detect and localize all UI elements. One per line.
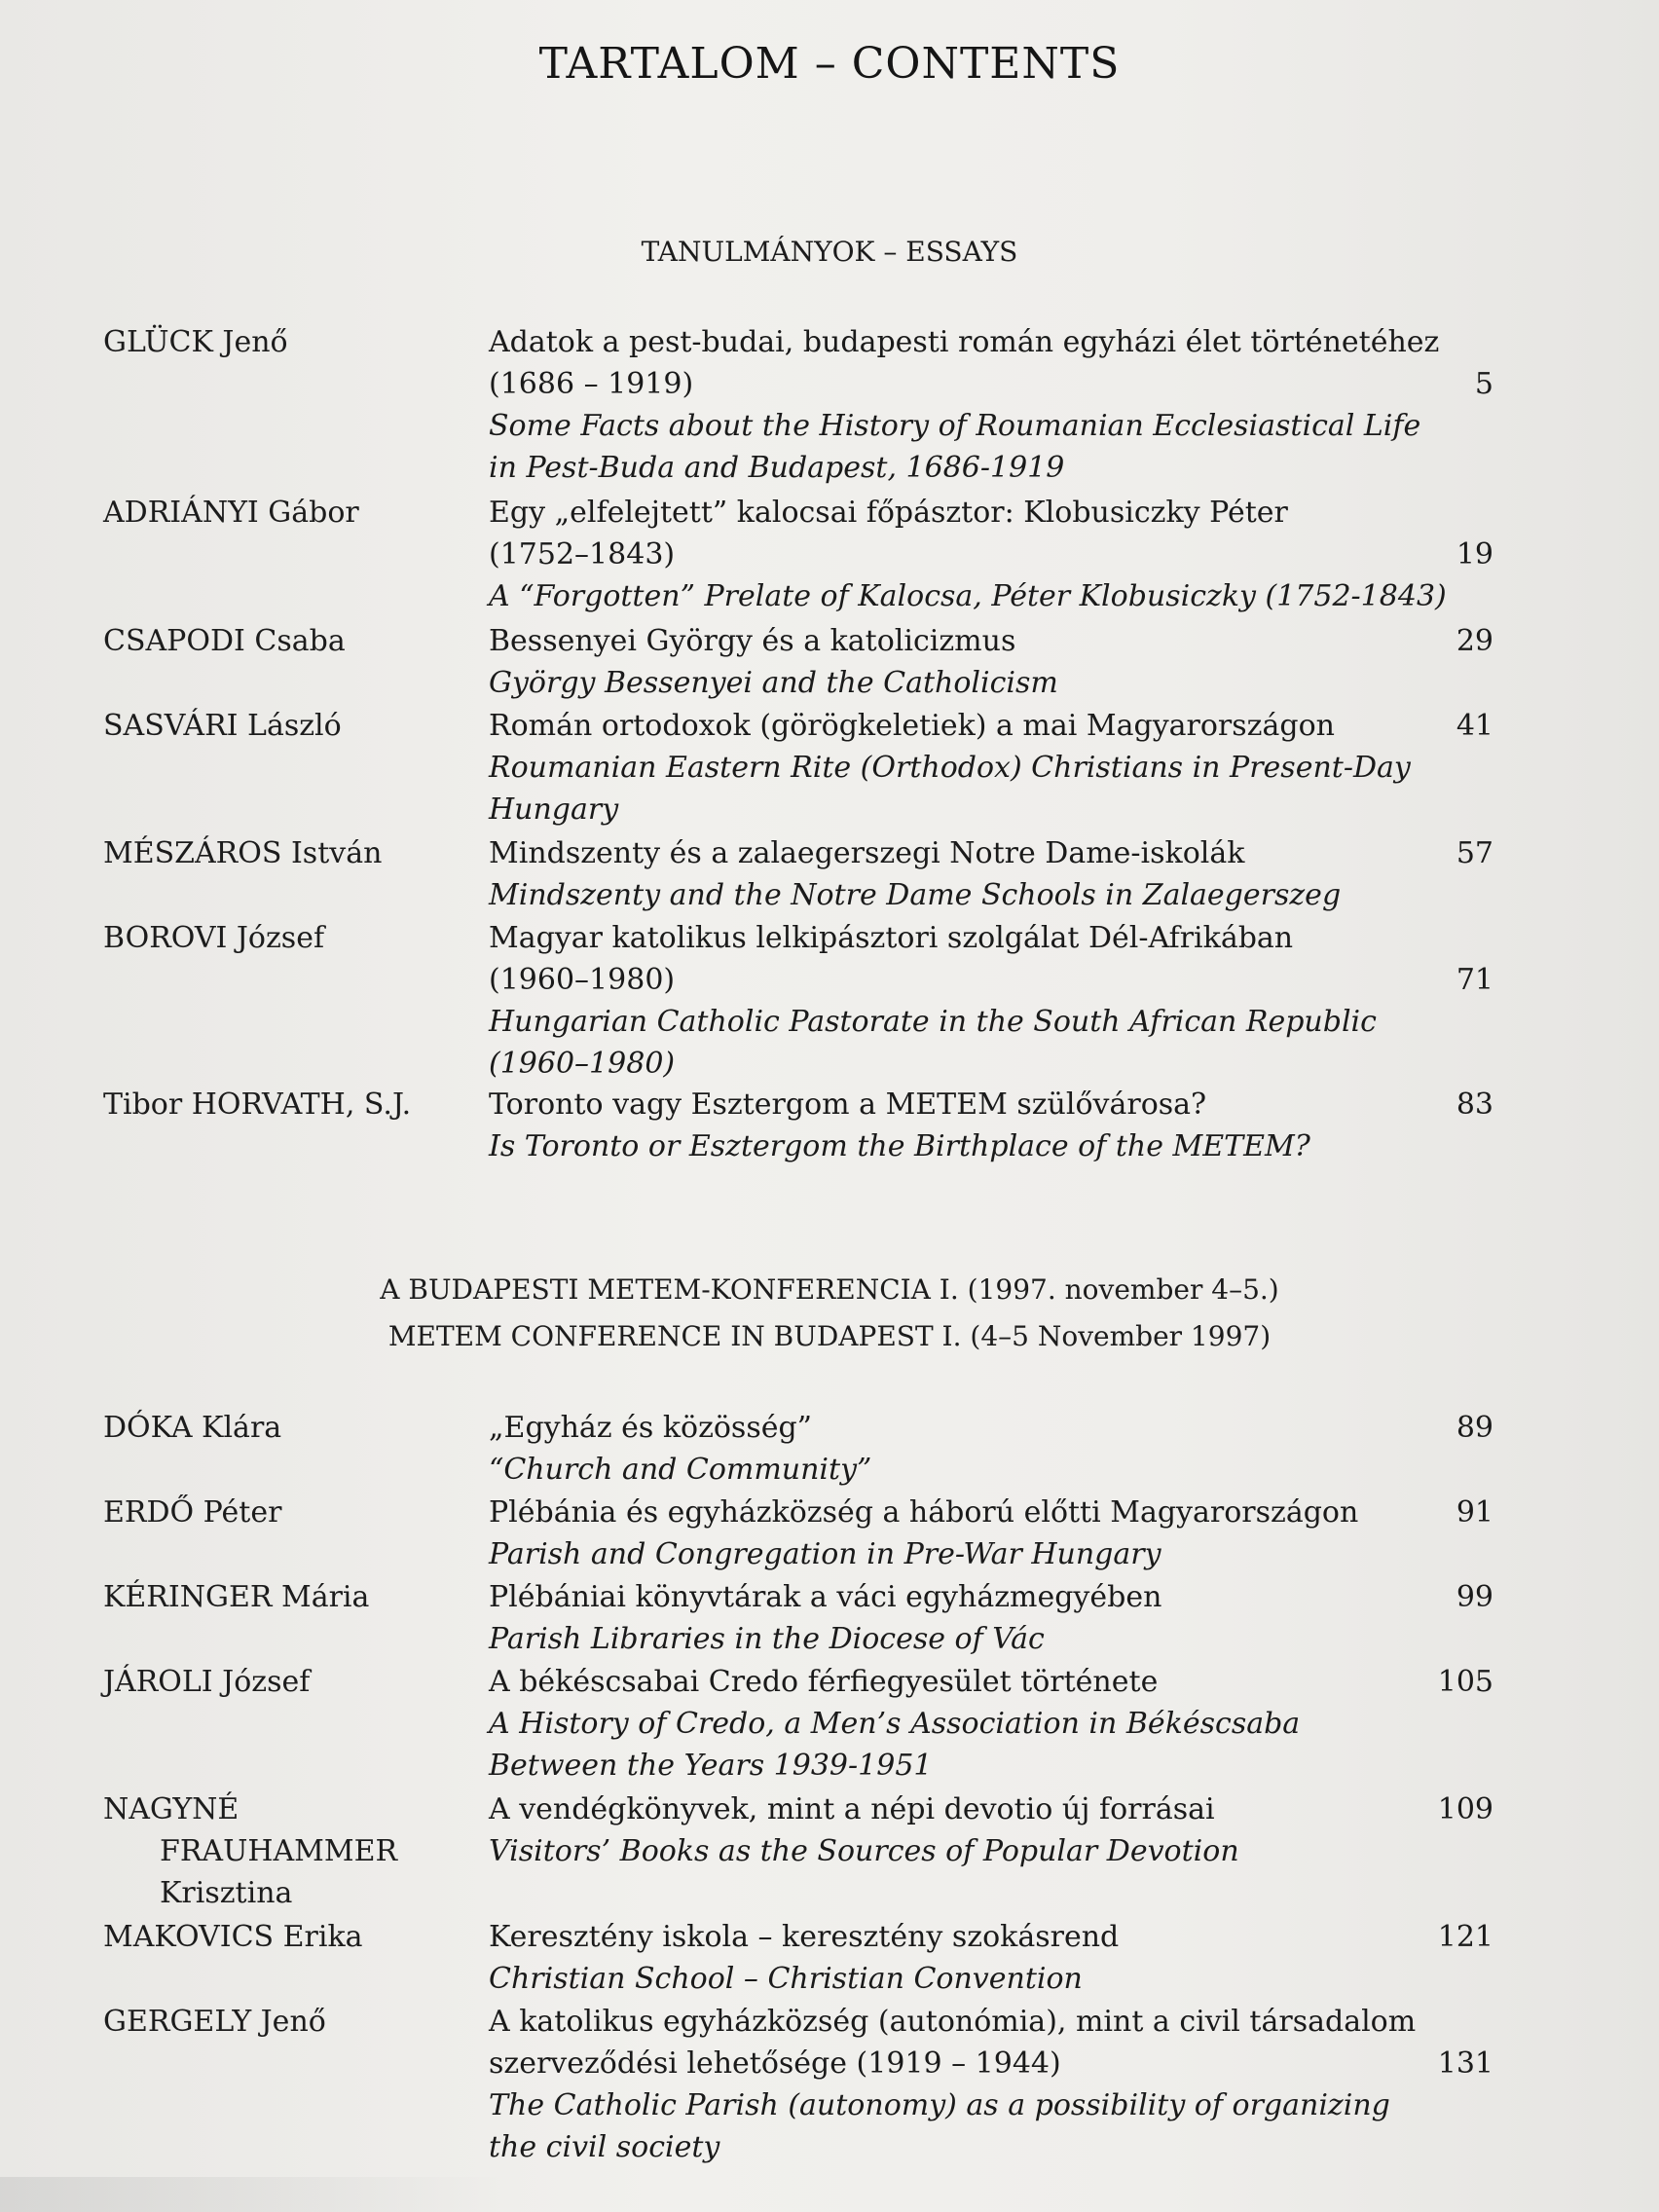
entry-titles [489, 492, 1447, 617]
entry-author [103, 1576, 473, 1618]
entry-titles [489, 1661, 1423, 1787]
title-hungarian: A katolikus egyházközség (autonómia), mint a civil társadalom [489, 2005, 1417, 2039]
entry-page-number: 29 [1456, 624, 1493, 658]
title-english: (1960–1980) [489, 1047, 676, 1081]
title-english: Parish Libraries in the Diocese of Vác [489, 1622, 1045, 1656]
entry-page-number: 109 [1437, 1792, 1493, 1826]
title-english: Parish and Congregation in Pre-War Hungary [489, 1537, 1161, 1571]
entry-titles [489, 832, 1423, 916]
author-line: DÓKA Klára [103, 1411, 282, 1445]
entry-page-number: 131 [1437, 2046, 1493, 2081]
title-hungarian: Plébániai könyvtárak a váci egyházmegyében [489, 1580, 1162, 1614]
title-hungarian: Román ortodoxok (görögkeletiek) a mai Magyarországon [489, 709, 1335, 743]
title-hungarian: (1752–1843) [489, 537, 676, 571]
author-line: GLÜCK Jenő [103, 325, 288, 359]
title-english: The Catholic Parish (autonomy) as a possibility of organizing [489, 2088, 1390, 2122]
author-line: MAKOVICS Erika [103, 1920, 363, 1954]
author-line: JÁROLI József [103, 1665, 311, 1699]
title-english: A History of Credo, a Men’s Association in Békéscsaba [489, 1707, 1301, 1741]
author-line: ADRIÁNYI Gábor [103, 496, 359, 530]
title-english: the civil society [489, 2130, 720, 2164]
entry-author [103, 1492, 473, 1533]
entry-titles [489, 2001, 1423, 2168]
title-hungarian: „Egyház és közösség” [489, 1411, 813, 1445]
entry-page-number: 83 [1456, 1088, 1493, 1122]
title-english: György Bessenyei and the Catholicism [489, 666, 1058, 700]
title-hungarian: (1960–1980) [489, 963, 676, 997]
entry-author [103, 492, 473, 534]
title-english: Hungarian Catholic Pastorate in the South African Republic [489, 1005, 1377, 1039]
title-english: in Pest-Buda and Budapest, 1686-1919 [489, 451, 1065, 485]
title-english: Roumanian Eastern Rite (Orthodox) Christians in Present-Day [489, 751, 1411, 785]
entry-titles [489, 1916, 1423, 2000]
author-line: NAGYNÉ [103, 1792, 240, 1826]
author-line: Krisztina [160, 1876, 293, 1910]
entry-titles [489, 1492, 1423, 1575]
title-hungarian: Plébánia és egyházközség a háború előtti Magyarországon [489, 1495, 1359, 1530]
entry-page-number: 121 [1437, 1920, 1493, 1954]
title-hungarian: Mindszenty és a zalaegerszegi Notre Dame-iskolák [489, 836, 1245, 870]
entry-titles [489, 321, 1440, 489]
entry-page-number: 19 [1456, 537, 1493, 571]
entry-titles [489, 705, 1423, 830]
title-hungarian: Bessenyei György és a katolicizmus [489, 624, 1016, 658]
author-line: SASVÁRI László [103, 709, 342, 743]
entry-titles [489, 1084, 1423, 1167]
entry-titles [489, 1407, 1423, 1491]
title-hungarian: Keresztény iskola – keresztény szokásrend [489, 1920, 1120, 1954]
title-hungarian: szerveződési lehetősége (1919 – 1944) [489, 2046, 1061, 2081]
title-hungarian: Adatok a pest-budai, budapesti román egyházi élet történetéhez [489, 325, 1440, 359]
entry-author [103, 917, 473, 959]
entry-author [103, 1084, 473, 1125]
entry-author [103, 1661, 473, 1703]
author-line: MÉSZÁROS István [103, 836, 383, 870]
title-english: Visitors’ Books as the Sources of Popular Devotion [489, 1834, 1239, 1868]
title-english: Between the Years 1939-1951 [489, 1749, 933, 1783]
entry-page-number: 91 [1456, 1495, 1493, 1530]
entry-page-number: 57 [1456, 836, 1493, 870]
author-line: CSAPODI Csaba [103, 624, 346, 658]
entry-author [103, 2001, 473, 2043]
conference-heading-en: METEM CONFERENCE IN BUDAPEST I. (4–5 November 1997) [387, 1320, 1272, 1352]
title-english: Christian School – Christian Convention [489, 1962, 1083, 1996]
title-hungarian: A békéscsabai Credo férfiegyesület története [489, 1665, 1159, 1699]
author-line: GERGELY Jenő [103, 2005, 326, 2039]
title-hungarian: Egy „elfelejtett” kalocsai főpásztor: Klobusiczky Péter [489, 496, 1288, 530]
entry-page-number: 89 [1456, 1411, 1493, 1445]
author-line: ERDŐ Péter [103, 1495, 282, 1530]
author-line: KÉRINGER Mária [103, 1580, 370, 1614]
title-hungarian: Magyar katolikus lelkipásztori szolgálat Dél-Afrikában [489, 921, 1294, 955]
entry-page-number: 99 [1456, 1580, 1493, 1614]
entry-author [103, 1788, 473, 1914]
title-hungarian: A vendégkönyvek, mint a népi devotio új forrásai [489, 1792, 1215, 1826]
entry-author [103, 620, 473, 662]
entry-page-number: 41 [1456, 709, 1493, 743]
entry-page-number: 105 [1437, 1665, 1493, 1699]
entry-titles [489, 620, 1423, 704]
entry-page-number: 71 [1456, 963, 1493, 997]
conference-heading-hu: A BUDAPESTI METEM-KONFERENCIA I. (1997. november 4–5.) [380, 1273, 1279, 1306]
title-hungarian: Toronto vagy Esztergom a METEM szülővárosa? [489, 1088, 1207, 1122]
entry-author [103, 321, 473, 363]
essays-heading: TANULMÁNYOK – ESSAYS [641, 236, 1018, 268]
title-english: A “Forgotten” Prelate of Kalocsa, Péter Klobusiczky (1752-1843) [489, 579, 1447, 613]
title-english: “Church and Community” [489, 1453, 872, 1487]
entry-page-number: 5 [1474, 367, 1493, 401]
entry-author [103, 832, 473, 874]
entry-titles [489, 1788, 1423, 1872]
entry-titles [489, 917, 1423, 1085]
watermark-strip [0, 2177, 506, 2212]
page-title: TARTALOM – CONTENTS [538, 39, 1121, 89]
entry-author [103, 705, 473, 747]
title-hungarian: (1686 – 1919) [489, 367, 694, 401]
entry-author [103, 1407, 473, 1449]
title-english: Mindszenty and the Notre Dame Schools in Zalaegerszeg [489, 878, 1342, 912]
author-line: BOROVI József [103, 921, 325, 955]
title-english: Some Facts about the History of Roumanian Ecclesiastical Life [489, 409, 1421, 443]
author-line: FRAUHAMMER [160, 1834, 398, 1868]
title-english: Hungary [489, 793, 619, 827]
title-english: Is Toronto or Esztergom the Birthplace of the METEM? [489, 1129, 1310, 1163]
entry-titles [489, 1576, 1423, 1660]
entry-author [103, 1916, 473, 1958]
author-line: Tibor HORVATH, S.J. [103, 1088, 412, 1122]
